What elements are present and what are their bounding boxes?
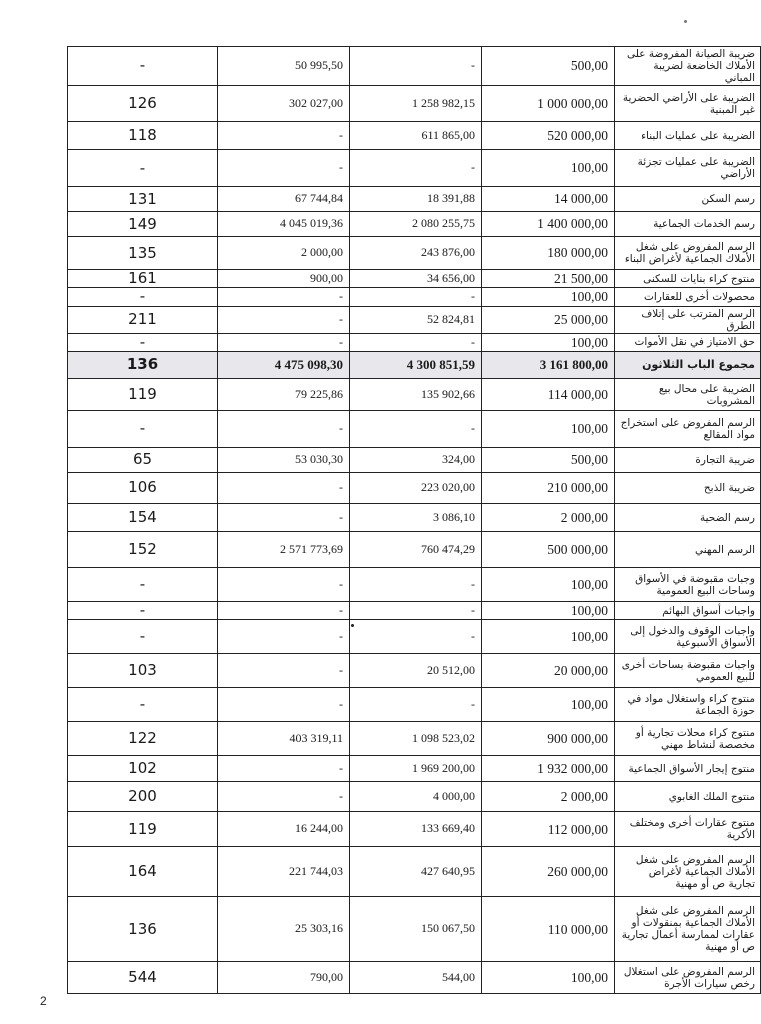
value-cell-4: 1 932 000,00	[482, 756, 615, 782]
value-cell-4: 114 000,00	[482, 379, 615, 411]
value-cell-2: -	[218, 122, 350, 150]
value-cell-3: 324,00	[350, 448, 482, 473]
count-cell: 149	[68, 212, 218, 237]
count-cell: -	[68, 411, 218, 448]
count-cell: 211	[68, 306, 218, 333]
value-cell-3: 135 902,66	[350, 379, 482, 411]
table-row	[68, 568, 761, 602]
table-row	[68, 333, 761, 351]
value-cell-4: 900 000,00	[482, 722, 615, 756]
count-cell: -	[68, 333, 218, 351]
value-cell-2: -	[218, 333, 350, 351]
value-cell-3: -	[350, 688, 482, 722]
value-cell-3: 223 020,00	[350, 473, 482, 504]
item-label-cell: الرسم المفروض على شغل الأملاك الجماعية بمنقولات أو عقارات لممارسة أعمال تجارية ص أو مهنية	[615, 897, 761, 962]
table-row	[68, 962, 761, 994]
table-row	[68, 122, 761, 150]
table-row	[68, 379, 761, 411]
total-row	[68, 352, 761, 379]
scan-speck	[684, 20, 687, 23]
value-cell-2: -	[218, 306, 350, 333]
value-cell-2: -	[218, 756, 350, 782]
value-cell-4: 100,00	[482, 288, 615, 306]
table-row	[68, 688, 761, 722]
value-cell-4: 260 000,00	[482, 847, 615, 897]
item-label-cell: واجبات مقبوضة بساحات أخرى للبيع العمومي	[615, 654, 761, 688]
value-cell-3: 1 258 982,15	[350, 86, 482, 122]
value-cell-3: 52 824,81	[350, 306, 482, 333]
count-cell: -	[68, 620, 218, 654]
table-row	[68, 812, 761, 847]
value-cell-4: 500 000,00	[482, 532, 615, 568]
item-label-cell: الرسم المفروض على شغل الأملاك الجماعية لأغراض تجارية ص أو مهنية	[615, 847, 761, 897]
value-cell-3: 20 512,00	[350, 654, 482, 688]
item-label-cell: حق الامتياز في نقل الأموات	[615, 333, 761, 351]
table-row	[68, 237, 761, 270]
table-row	[68, 270, 761, 288]
count-cell: 118	[68, 122, 218, 150]
item-label-cell: الضريبة على عمليات البناء	[615, 122, 761, 150]
value-cell-4: 21 500,00	[482, 270, 615, 288]
value-cell-3: -	[350, 620, 482, 654]
table-row	[68, 654, 761, 688]
value-cell-4: 520 000,00	[482, 122, 615, 150]
count-cell: 200	[68, 782, 218, 812]
table-row	[68, 448, 761, 473]
value-cell-2: -	[218, 568, 350, 602]
value-cell-3: 150 067,50	[350, 897, 482, 962]
item-label-cell: الضريبة على محال بيع المشروبات	[615, 379, 761, 411]
value-cell-4: 1 000 000,00	[482, 86, 615, 122]
count-cell: 131	[68, 187, 218, 212]
count-cell: 122	[68, 722, 218, 756]
table-row	[68, 847, 761, 897]
table-row	[68, 722, 761, 756]
item-label-cell: رسم السكن	[615, 187, 761, 212]
item-label-cell: واجبات الوقوف والدخول إلى الأسواق الأسبوعية	[615, 620, 761, 654]
count-cell: 154	[68, 504, 218, 532]
table-row	[68, 411, 761, 448]
value-cell-3: 34 656,00	[350, 270, 482, 288]
value-cell-4: 500,00	[482, 448, 615, 473]
count-cell: -	[68, 688, 218, 722]
value-cell-3: -	[350, 602, 482, 620]
table-row	[68, 150, 761, 187]
value-cell-2: -	[218, 411, 350, 448]
value-cell-3: 427 640,95	[350, 847, 482, 897]
value-cell-2: 25 303,16	[218, 897, 350, 962]
item-label-cell: الضريبة على الأراضي الحضرية غير المبنية	[615, 86, 761, 122]
item-label-cell: منتوج كراء بنايات للسكنى	[615, 270, 761, 288]
value-cell-4: 14 000,00	[482, 187, 615, 212]
count-cell: -	[68, 47, 218, 86]
value-cell-4: 210 000,00	[482, 473, 615, 504]
value-cell-2: 50 995,50	[218, 47, 350, 86]
value-cell-2: 302 027,00	[218, 86, 350, 122]
value-cell-2: -	[218, 602, 350, 620]
item-label-cell: ضريبة الصيانة المفروضة على الأملاك الخاضعة لضريبة المباني	[615, 47, 761, 86]
value-cell-2: 4 045 019,36	[218, 212, 350, 237]
table-row	[68, 897, 761, 962]
value-cell-4: 500,00	[482, 47, 615, 86]
count-cell: 152	[68, 532, 218, 568]
item-label-cell: ضريبة الذبح	[615, 473, 761, 504]
value-cell-3: -	[350, 47, 482, 86]
value-cell-2: -	[218, 473, 350, 504]
value-cell-3: 1 098 523,02	[350, 722, 482, 756]
item-label-cell: مجموع الباب الثلاثون	[615, 352, 761, 379]
table-row	[68, 504, 761, 532]
value-cell-4: 2 000,00	[482, 504, 615, 532]
table-body	[68, 47, 761, 994]
item-label-cell: وجبات مقبوضة في الأسواق وساحات البيع العمومية	[615, 568, 761, 602]
value-cell-3: 4 300 851,59	[350, 352, 482, 379]
table-row	[68, 288, 761, 306]
count-cell: -	[68, 568, 218, 602]
value-cell-3: -	[350, 333, 482, 351]
value-cell-4: 100,00	[482, 688, 615, 722]
item-label-cell: منتوج إيجار الأسواق الجماعية	[615, 756, 761, 782]
item-label-cell: رسم الخدمات الجماعية	[615, 212, 761, 237]
value-cell-2: 16 244,00	[218, 812, 350, 847]
table-row	[68, 306, 761, 333]
count-cell: -	[68, 288, 218, 306]
table-row	[68, 86, 761, 122]
value-cell-2: -	[218, 288, 350, 306]
count-cell: 65	[68, 448, 218, 473]
value-cell-3: -	[350, 150, 482, 187]
value-cell-2: 900,00	[218, 270, 350, 288]
item-label-cell: ضريبة التجارة	[615, 448, 761, 473]
page-number: 2	[40, 994, 47, 1008]
value-cell-4: 180 000,00	[482, 237, 615, 270]
scan-speck	[351, 624, 354, 627]
value-cell-4: 100,00	[482, 150, 615, 187]
item-label-cell: واجبات أسواق البهائم	[615, 602, 761, 620]
item-label-cell: الرسم المهني	[615, 532, 761, 568]
item-label-cell: رسم الضحية	[615, 504, 761, 532]
revenue-table	[67, 46, 755, 994]
count-cell: 126	[68, 86, 218, 122]
value-cell-2: 790,00	[218, 962, 350, 994]
count-cell: 103	[68, 654, 218, 688]
count-cell: 136	[68, 897, 218, 962]
value-cell-4: 25 000,00	[482, 306, 615, 333]
count-cell: 161	[68, 270, 218, 288]
value-cell-4: 100,00	[482, 962, 615, 994]
count-cell: 544	[68, 962, 218, 994]
table-row	[68, 756, 761, 782]
value-cell-2: 4 475 098,30	[218, 352, 350, 379]
value-cell-3: 611 865,00	[350, 122, 482, 150]
item-label-cell: منتوج كراء محلات تجارية أو مخصصة لنشاط مهني	[615, 722, 761, 756]
item-label-cell: منتوج عقارات أخرى ومختلف الأكرية	[615, 812, 761, 847]
table-row	[68, 47, 761, 86]
value-cell-3: 1 969 200,00	[350, 756, 482, 782]
table-row	[68, 187, 761, 212]
value-cell-2: -	[218, 504, 350, 532]
value-cell-3: 3 086,10	[350, 504, 482, 532]
count-cell: 102	[68, 756, 218, 782]
value-cell-4: 100,00	[482, 602, 615, 620]
value-cell-4: 112 000,00	[482, 812, 615, 847]
value-cell-2: 221 744,03	[218, 847, 350, 897]
value-cell-4: 100,00	[482, 333, 615, 351]
value-cell-2: 2 000,00	[218, 237, 350, 270]
value-cell-4: 100,00	[482, 411, 615, 448]
table-row	[68, 532, 761, 568]
count-cell: 136	[68, 352, 218, 379]
item-label-cell: الرسم المفروض على شغل الأملاك الجماعية لأغراض البناء	[615, 237, 761, 270]
item-label-cell: الرسم المفروض على استخراج مواد المقالع	[615, 411, 761, 448]
value-cell-3: 760 474,29	[350, 532, 482, 568]
value-cell-2: 2 571 773,69	[218, 532, 350, 568]
value-cell-2: 53 030,30	[218, 448, 350, 473]
value-cell-4: 100,00	[482, 568, 615, 602]
value-cell-4: 20 000,00	[482, 654, 615, 688]
item-label-cell: الرسم المفروض على استغلال رخص سيارات الأجرة	[615, 962, 761, 994]
count-cell: -	[68, 150, 218, 187]
value-cell-2: 403 319,11	[218, 722, 350, 756]
count-cell: 164	[68, 847, 218, 897]
count-cell: -	[68, 602, 218, 620]
value-cell-3: 133 669,40	[350, 812, 482, 847]
count-cell: 135	[68, 237, 218, 270]
value-cell-4: 100,00	[482, 620, 615, 654]
value-cell-2: -	[218, 150, 350, 187]
table-row	[68, 620, 761, 654]
item-label-cell: منتوج كراء واستغلال مواد في حوزة الجماعة	[615, 688, 761, 722]
item-label-cell: الضريبة على عمليات تجزئة الأراضي	[615, 150, 761, 187]
count-cell: 119	[68, 379, 218, 411]
value-cell-3: 18 391,88	[350, 187, 482, 212]
value-cell-2: -	[218, 620, 350, 654]
value-cell-3: -	[350, 568, 482, 602]
table-row	[68, 473, 761, 504]
value-cell-2: -	[218, 782, 350, 812]
value-cell-2: -	[218, 654, 350, 688]
count-cell: 119	[68, 812, 218, 847]
value-cell-3: 2 080 255,75	[350, 212, 482, 237]
item-label-cell: محصولات أخرى للعقارات	[615, 288, 761, 306]
value-cell-2: 79 225,86	[218, 379, 350, 411]
table-row	[68, 782, 761, 812]
item-label-cell: الرسم المترتب على إتلاف الطرق	[615, 306, 761, 333]
value-cell-4: 3 161 800,00	[482, 352, 615, 379]
count-cell: 106	[68, 473, 218, 504]
value-cell-2: -	[218, 688, 350, 722]
value-cell-2: 67 744,84	[218, 187, 350, 212]
value-cell-3: -	[350, 288, 482, 306]
value-cell-4: 110 000,00	[482, 897, 615, 962]
value-cell-3: 243 876,00	[350, 237, 482, 270]
table-row	[68, 212, 761, 237]
item-label-cell: منتوج الملك الغابوي	[615, 782, 761, 812]
value-cell-3: -	[350, 411, 482, 448]
table-row	[68, 602, 761, 620]
value-cell-4: 2 000,00	[482, 782, 615, 812]
value-cell-3: 4 000,00	[350, 782, 482, 812]
value-cell-4: 1 400 000,00	[482, 212, 615, 237]
value-cell-3: 544,00	[350, 962, 482, 994]
